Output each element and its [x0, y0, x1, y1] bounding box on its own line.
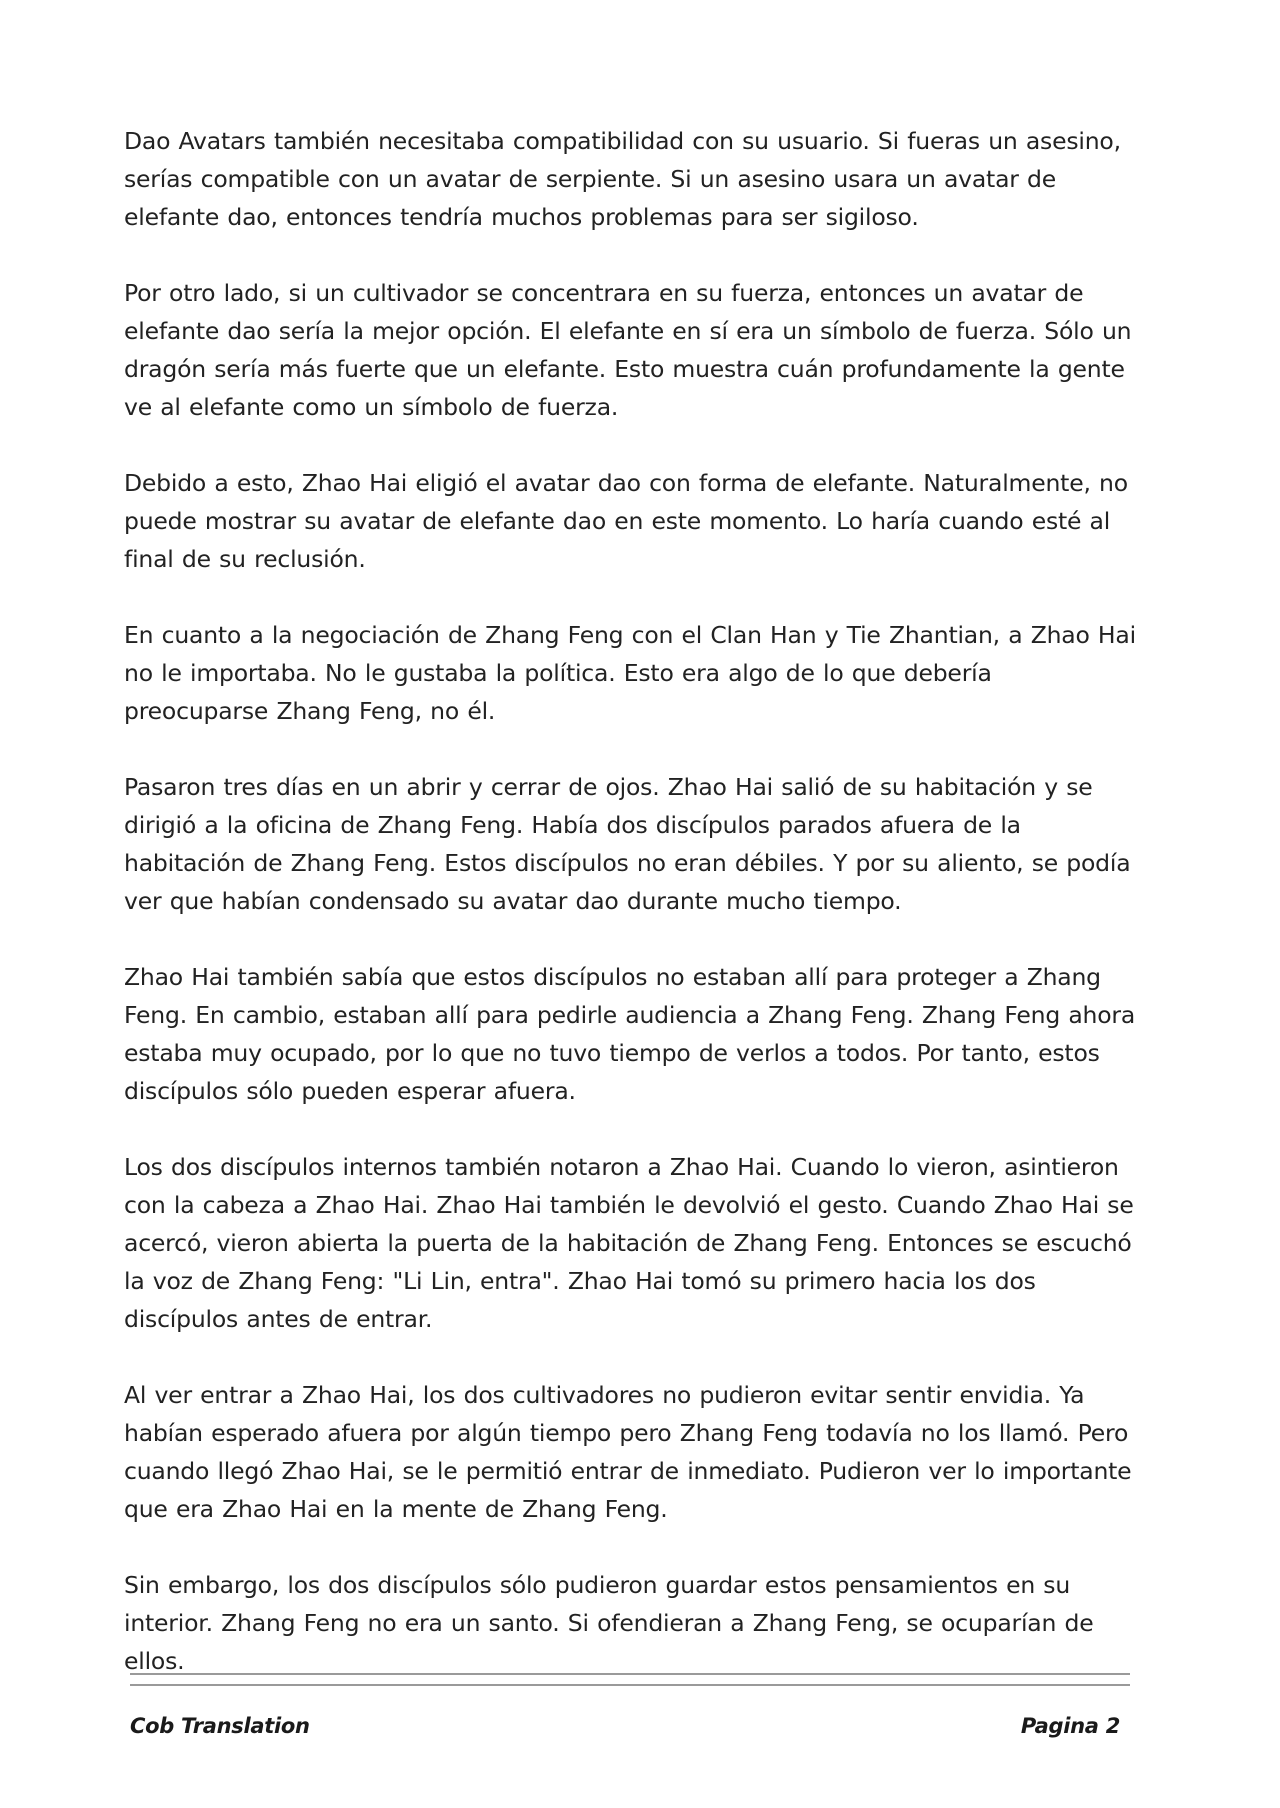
paragraph: Al ver entrar a Zhao Hai, los dos cultivadores no pudieron evitar sentir envidia. Ya habían esperado afuera por algún tiempo pero Zhang Feng todavía no los llamó. Pero cuando llegó Zhao Hai, se le permitió entrar de inmediato. Pudieron ver lo importante que era Zhao Hai en la mente de Zhang Feng.: [124, 1381, 1132, 1523]
paragraph: Zhao Hai también sabía que estos discípulos no estaban allí para proteger a Zhang Feng. En cambio, estaban allí para pedirle audiencia a Zhang Feng. Zhang Feng ahora estaba muy ocupado, por lo que no tuvo tiempo de verlos a todos. Por tanto, estos discípulos sólo pueden esperar afuera.: [124, 963, 1136, 1105]
paragraph: Por otro lado, si un cultivador se concentrara en su fuerza, entonces un avatar de elefante dao sería la mejor opción. El elefante en sí era un símbolo de fuerza. Sólo un dragón sería más fuerte que un elefante. Esto muestra cuán profundamente la gente ve al elefante como un símbolo de fuerza.: [124, 279, 1132, 421]
paragraph: Debido a esto, Zhao Hai eligió el avatar dao con forma de elefante. Naturalmente, no puede mostrar su avatar de elefante dao en este momento. Lo haría cuando esté al final de su reclusión.: [124, 469, 1128, 573]
body-text: [124, 122, 1144, 1718]
footer-divider-top: [130, 1673, 1130, 1675]
paragraph: Los dos discípulos internos también notaron a Zhao Hai. Cuando lo vieron, asintieron con la cabeza a Zhao Hai. Zhao Hai también le devolvió el gesto. Cuando Zhao Hai se acercó, vieron abierta la puerta de la habitación de Zhang Feng. Entonces se escuchó la voz de Zhang Feng: "Li Lin, entra". Zhao Hai tomó su primero hacia los dos discípulos antes de entrar.: [124, 1153, 1134, 1333]
paragraph: Dao Avatars también necesitaba compatibilidad con su usuario. Si fueras un asesino, serías compatible con un avatar de serpiente. Si un asesino usara un avatar de elefante dao, entonces tendría muchos problemas para ser sigiloso.: [124, 127, 1121, 231]
paragraph: Sin embargo, los dos discípulos sólo pudieron guardar estos pensamientos en su interior. Zhang Feng no era un santo. Si ofendieran a Zhang Feng, se ocuparían de ellos.: [124, 1571, 1094, 1675]
footer-divider-bottom: [130, 1684, 1130, 1686]
footer-translator-credit: Cob Translation: [130, 1714, 310, 1738]
paragraph: En cuanto a la negociación de Zhang Feng con el Clan Han y Tie Zhantian, a Zhao Hai no le importaba. No le gustaba la política. Esto era algo de lo que debería preocuparse Zhang Feng, no él.: [124, 621, 1136, 725]
footer-page-number: Pagina 2: [1020, 1714, 1120, 1738]
paragraph: Pasaron tres días en un abrir y cerrar de ojos. Zhao Hai salió de su habitación y se dirigió a la oficina de Zhang Feng. Había dos discípulos parados afuera de la habitación de Zhang Feng. Estos discípulos no eran débiles. Y por su aliento, se podía ver que habían condensado su avatar dao durante mucho tiempo.: [124, 773, 1131, 915]
